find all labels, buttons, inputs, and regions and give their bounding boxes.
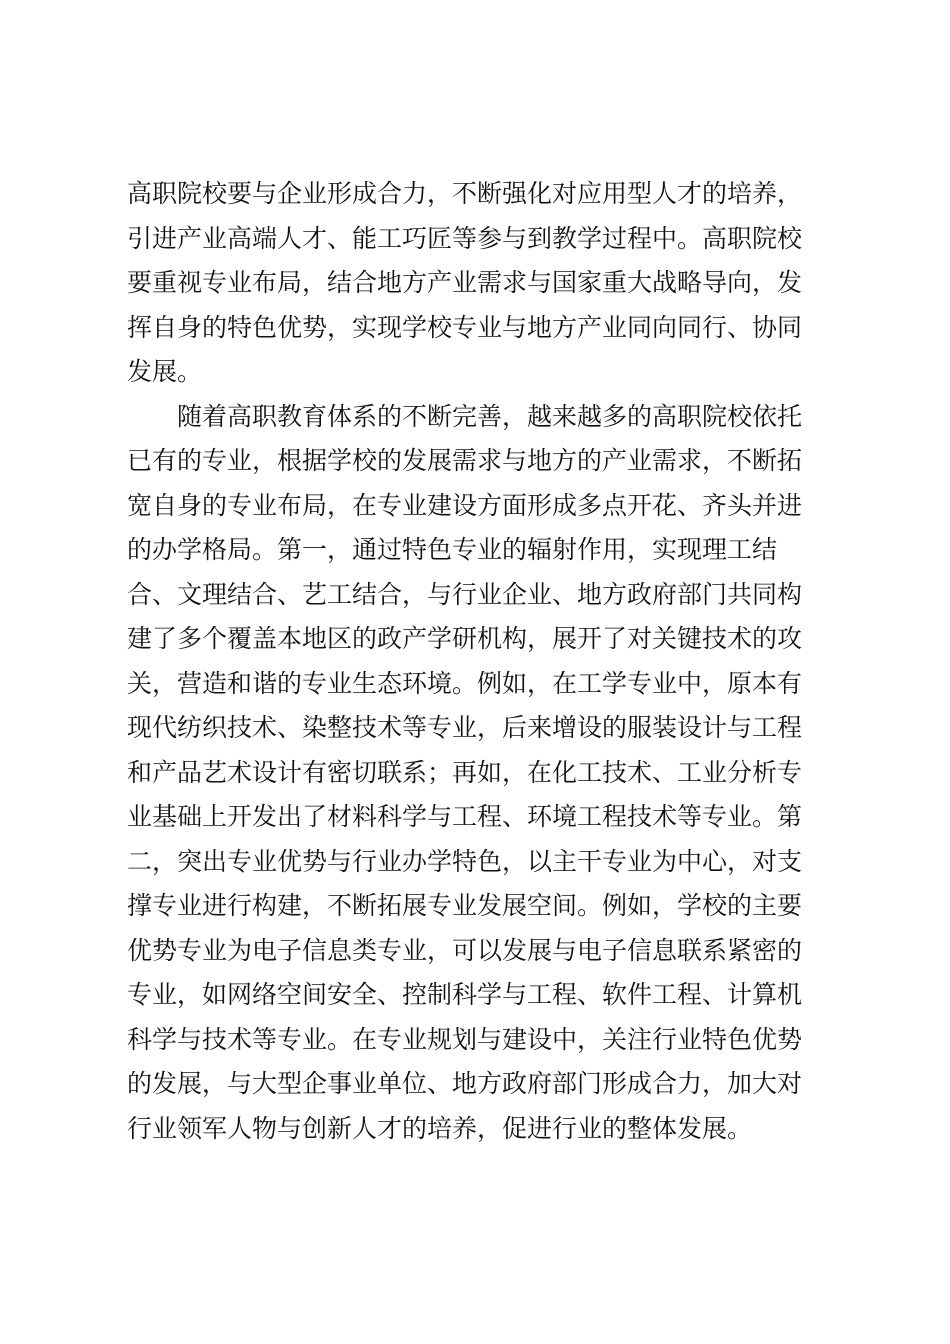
text-line: 科学与技术等专业。在专业规划与建设中，关注行业特色优势: [127, 1024, 803, 1054]
paragraph-1: [127, 172, 817, 395]
text-line: 撑专业进行构建，不断拓展专业发展空间。例如，学校的主要: [127, 891, 803, 920]
text-line: 的发展，与大型企事业单位、地方政府部门形成合力，加大对: [127, 1069, 803, 1098]
text-line: 业基础上开发出了材料科学与工程、环境工程技术等专业。第: [127, 802, 803, 831]
text-line: 优势专业为电子信息类专业，可以发展与电子信息联系紧密的: [127, 935, 803, 965]
text-line: 高职院校要与企业形成合力，不断强化对应用型人才的培养，: [127, 179, 803, 208]
text-line: 宽自身的专业布局，在专业建设方面形成多点开花、齐头并进: [127, 490, 803, 520]
text-line: 随着高职教育体系的不断完善，越来越多的高职院校依托: [127, 401, 803, 431]
text-line: 行业领军人物与创新人才的培养，促进行业的整体发展。: [127, 1113, 753, 1143]
paragraph-2: [127, 395, 817, 1152]
text-line: 现代纺织技术、染整技术等专业，后来增设的服装设计与工程: [127, 713, 803, 742]
text-line: 引进产业高端人才、能工巧匠等参与到教学过程中。高职院校: [127, 223, 803, 253]
text-line: 合、文理结合、艺工结合，与行业企业、地方政府部门共同构: [127, 579, 803, 609]
text-line: 发展。: [127, 357, 203, 386]
text-line: 挥自身的特色优势，实现学校专业与地方产业同向同行、协同: [127, 312, 803, 342]
text-line: 已有的专业，根据学校的发展需求与地方的产业需求，不断拓: [127, 446, 803, 475]
text-line: 二，突出专业优势与行业办学特色，以主干专业为中心，对支: [127, 846, 803, 876]
text-line: 关，营造和谐的专业生态环境。例如，在工学专业中，原本有: [127, 668, 803, 698]
body-text: [127, 172, 817, 1151]
text-line: 的办学格局。第一，通过特色专业的辐射作用，实现理工结: [127, 535, 778, 564]
text-line: 要重视专业布局，结合地方产业需求与国家重大战略导向，发: [127, 268, 803, 297]
text-line: 和产品艺术设计有密切联系；再如，在化工技术、工业分析专: [127, 757, 803, 787]
text-line: 专业，如网络空间安全、控制科学与工程、软件工程、计算机: [127, 980, 803, 1009]
text-line: 建了多个覆盖本地区的政产学研机构，展开了对关键技术的攻: [127, 624, 803, 653]
